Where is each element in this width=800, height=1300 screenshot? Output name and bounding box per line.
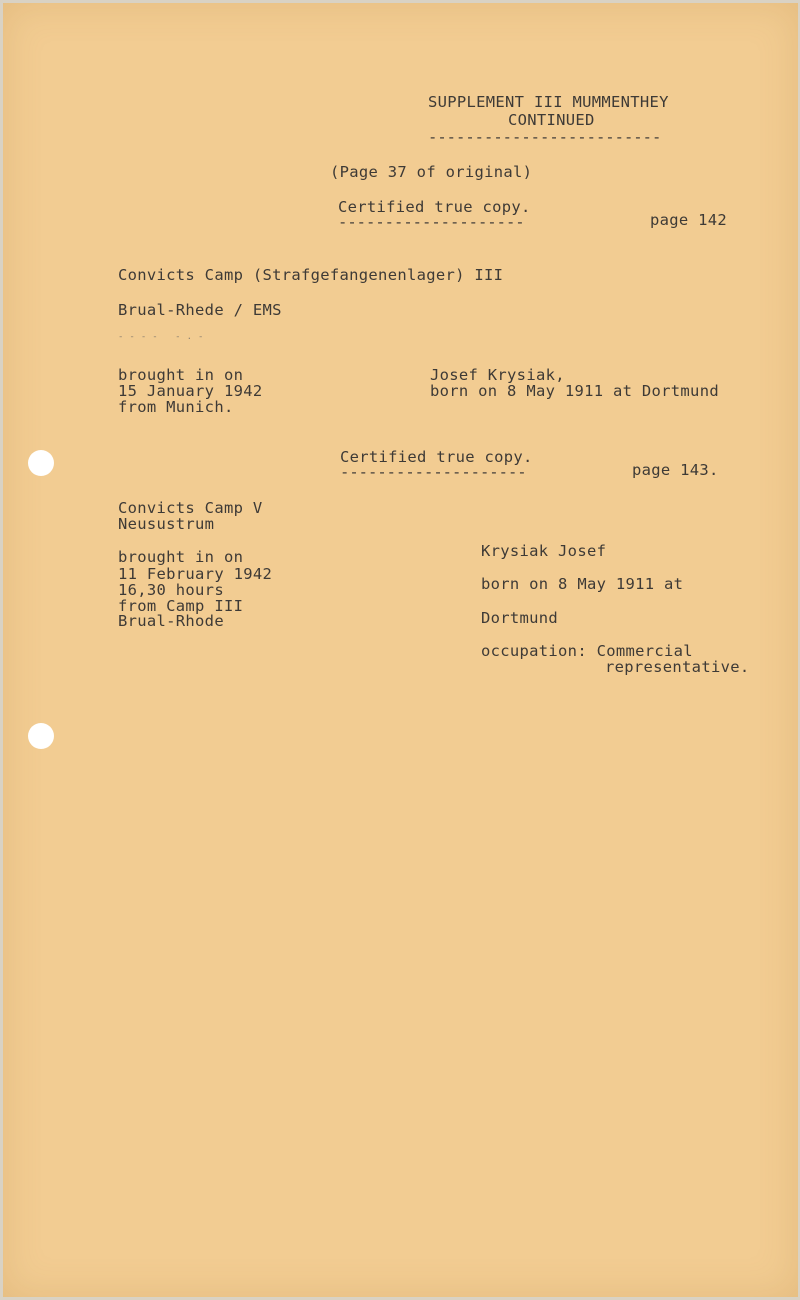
faint-stamp: - - - - - . - xyxy=(118,332,204,342)
arrival-142-line2: 15 January 1942 xyxy=(118,382,263,400)
person-143-occupation: occupation: Commercial xyxy=(481,642,693,660)
camp-location-143: Neusustrum xyxy=(118,515,215,533)
person-143-occupation-cont: representative. xyxy=(605,658,750,676)
camp-name-143: Convicts Camp V xyxy=(118,499,263,517)
page-number-142: page 142 xyxy=(650,211,728,229)
punch-hole-bottom xyxy=(28,723,54,749)
page-number-143: page 143. xyxy=(632,461,719,479)
person-143-name: Krysiak Josef xyxy=(481,542,607,560)
person-142-birth: born on 8 May 1911 at Dortmund xyxy=(430,382,719,400)
original-page-note: (Page 37 of original) xyxy=(330,163,533,181)
arrival-143-line1: brought in on xyxy=(118,548,244,566)
document-page xyxy=(3,3,798,1297)
header-continued: CONTINUED xyxy=(508,111,595,129)
arrival-143-line4: from Camp III xyxy=(118,597,244,615)
person-143-birth: born on 8 May 1911 at xyxy=(481,575,684,593)
punch-hole-top xyxy=(28,450,54,476)
certified-copy-143: Certified true copy. xyxy=(340,448,533,466)
person-142-name: Josef Krysiak, xyxy=(430,366,565,384)
arrival-143-line2: 11 February 1942 xyxy=(118,565,273,583)
certified-rule-143: -------------------- xyxy=(340,463,527,481)
arrival-143-line5: Brual-Rhode xyxy=(118,612,224,630)
certified-rule-142: -------------------- xyxy=(338,213,525,231)
person-143-birthplace: Dortmund xyxy=(481,609,559,627)
camp-name-142: Convicts Camp (Strafgefangenenlager) III xyxy=(118,266,504,284)
arrival-143-line3: 16,30 hours xyxy=(118,581,224,599)
header-title: SUPPLEMENT III MUMMENTHEY xyxy=(428,93,669,111)
header-rule: ------------------------- xyxy=(428,128,662,146)
arrival-142-line1: brought in on xyxy=(118,366,244,384)
certified-copy-142: Certified true copy. xyxy=(338,198,531,216)
arrival-142-line3: from Munich. xyxy=(118,398,234,416)
camp-location-142: Brual-Rhede / EMS xyxy=(118,301,282,319)
